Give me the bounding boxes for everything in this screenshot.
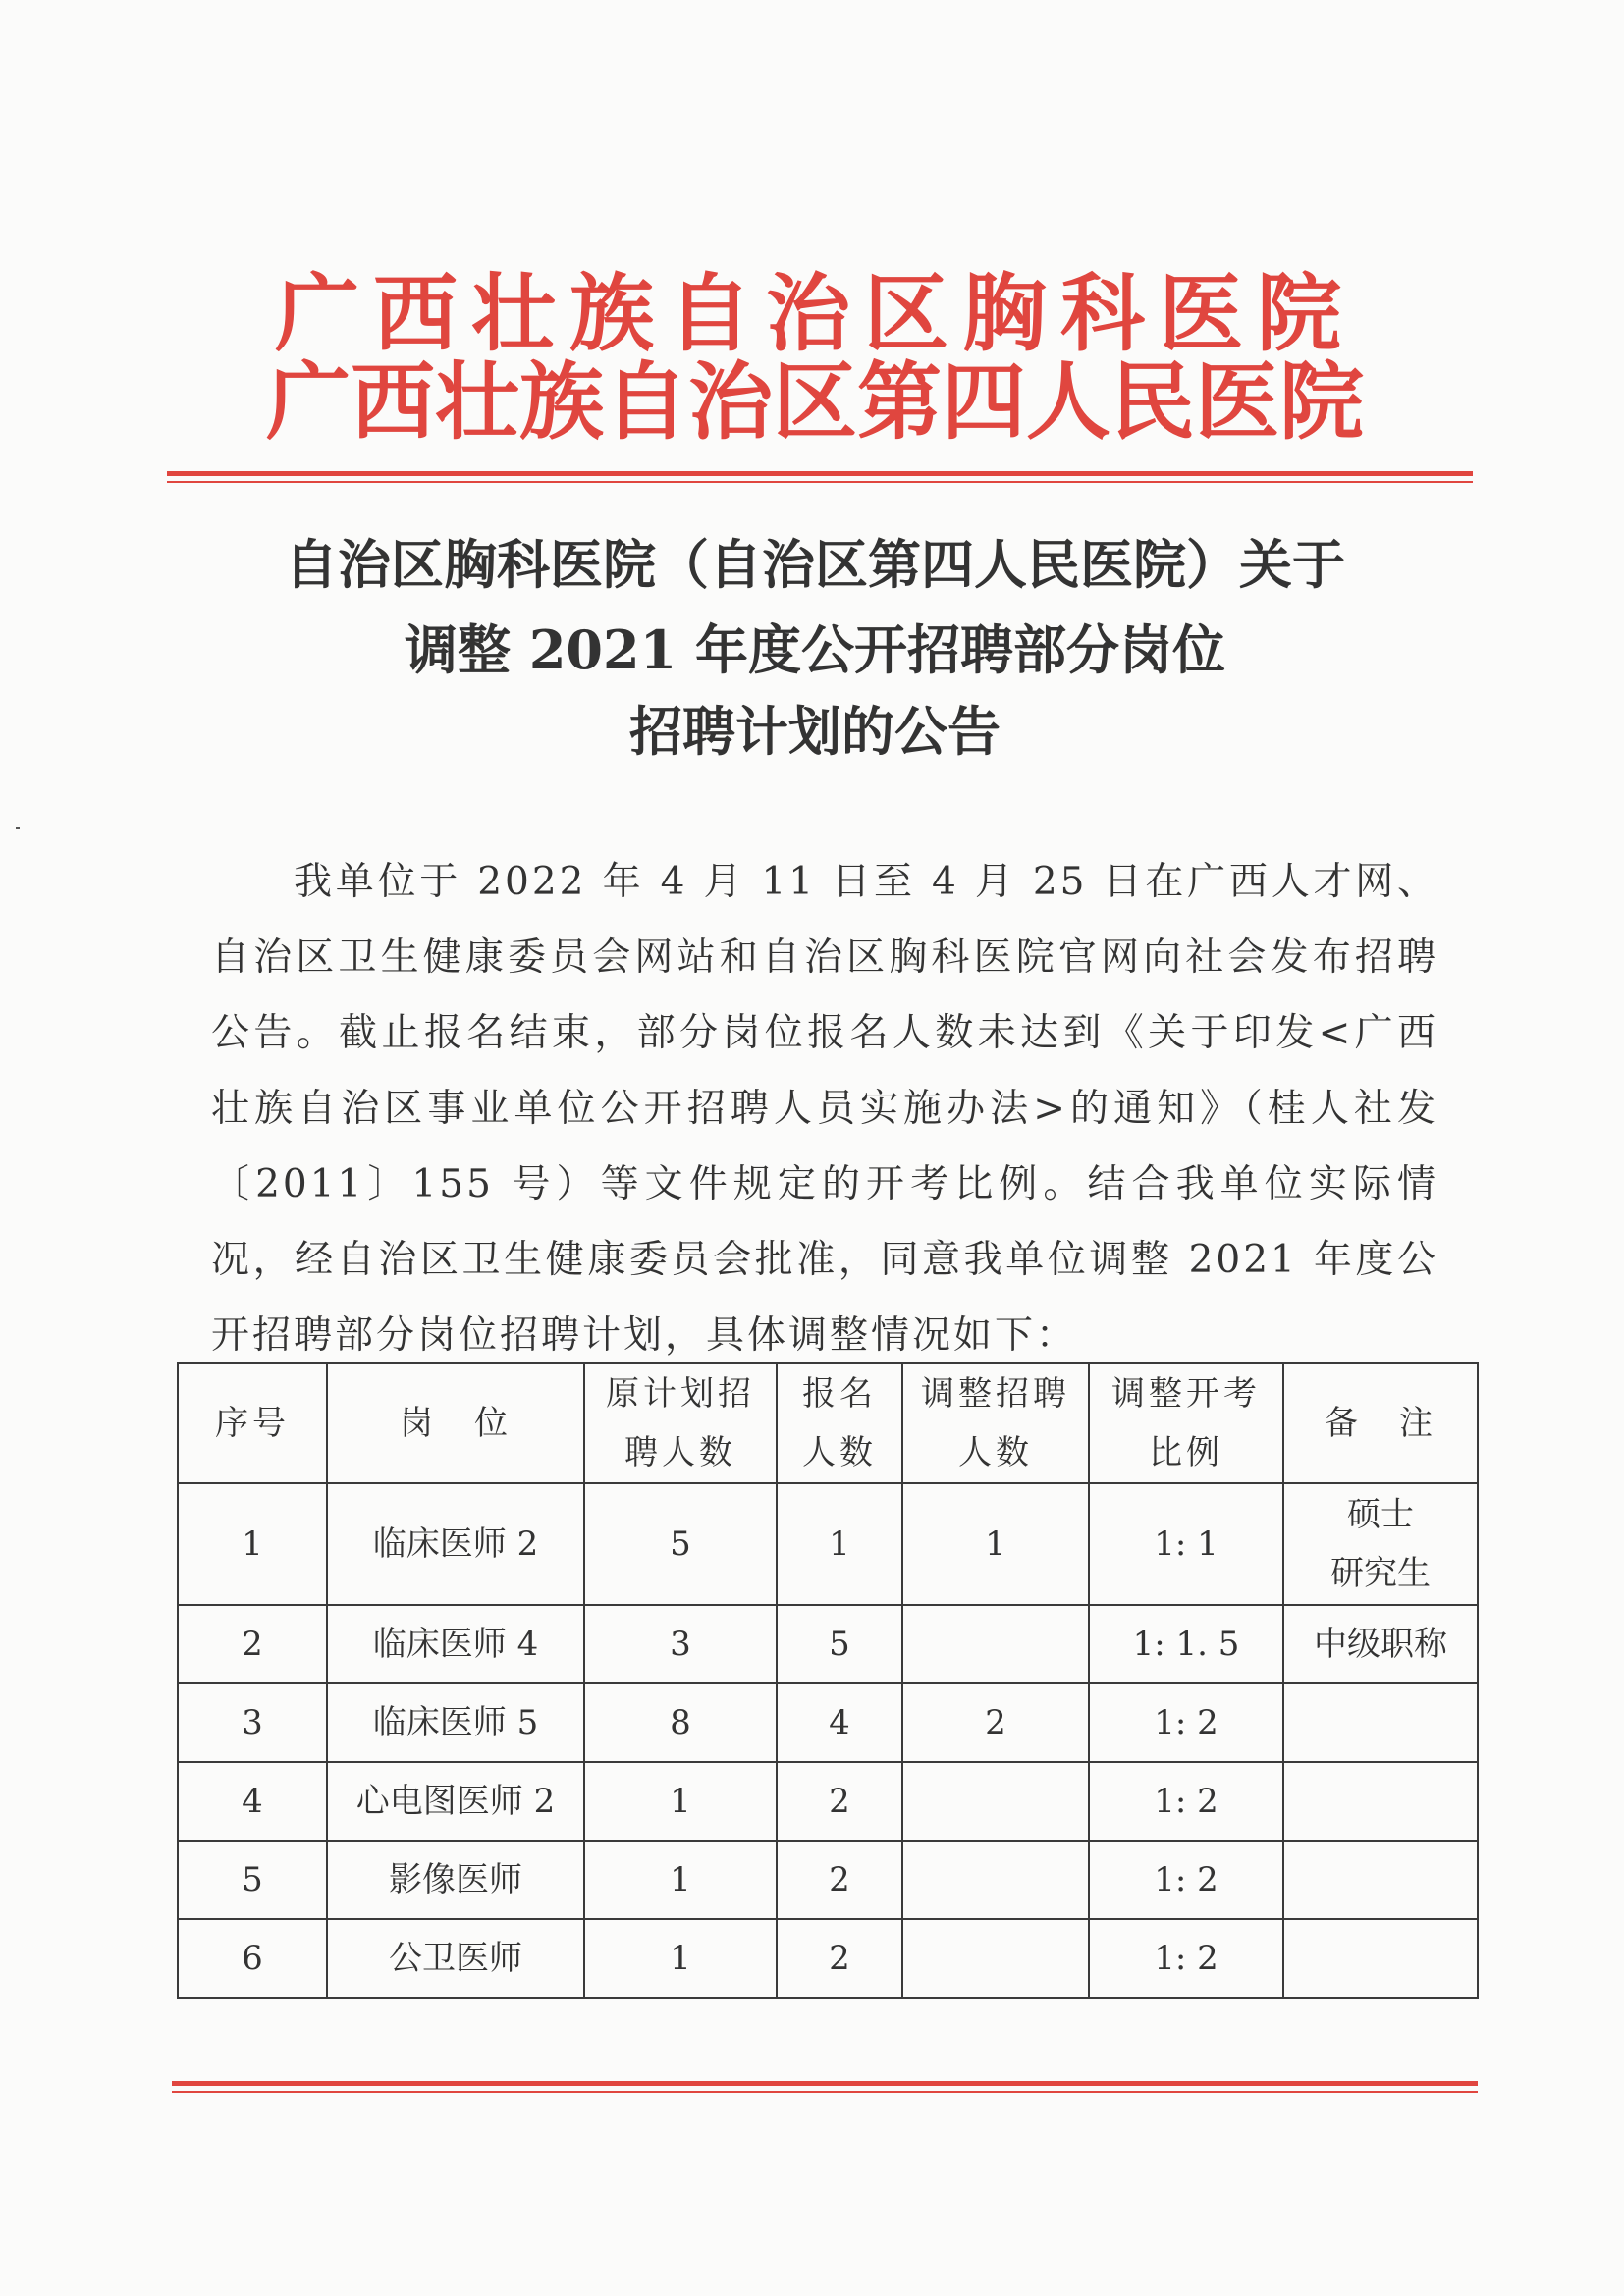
header-adjusted-ratio-line-1: 调整开考 <box>1111 1374 1261 1414</box>
cell-position: 心电图医师 2 <box>327 1762 584 1841</box>
cell-original-plan: 8 <box>584 1683 777 1762</box>
table-row <box>178 1683 1478 1762</box>
header-original-plan <box>584 1363 777 1483</box>
cell-original-plan: 1 <box>584 1919 777 1998</box>
cell-remark <box>1283 1683 1478 1762</box>
cell-no: 6 <box>178 1919 327 1998</box>
letterhead-rule-thin <box>167 481 1473 483</box>
letterhead-line-1: 广西壮族自治区胸科医院 <box>275 264 1355 363</box>
cell-applicants: 5 <box>777 1605 902 1683</box>
cell-remark-line-2: 研究生 <box>1330 1554 1431 1593</box>
cell-remark-line-1: 硕士 <box>1347 1495 1414 1534</box>
header-applicants-line-1: 报名 <box>802 1374 877 1414</box>
cell-adjusted-ratio: 1: 1 <box>1089 1483 1283 1605</box>
header-original-plan-line-1: 原计划招 <box>606 1374 755 1414</box>
cell-original-plan: 1 <box>584 1841 777 1919</box>
cell-position: 影像医师 <box>327 1841 584 1919</box>
letterhead-line-2: 广西壮族自治区第四人民医院 <box>266 352 1364 452</box>
footer-rule-thin <box>172 2091 1478 2093</box>
cell-no: 4 <box>178 1762 327 1841</box>
cell-position: 临床医师 2 <box>327 1483 584 1605</box>
cell-no: 1 <box>178 1483 327 1605</box>
cell-applicants: 1 <box>777 1483 902 1605</box>
header-adjusted-ratio-line-2: 比例 <box>1149 1433 1223 1472</box>
cell-adjusted-count <box>902 1762 1089 1841</box>
letterhead-rule-thick <box>167 471 1473 476</box>
header-applicants-line-2: 人数 <box>802 1433 877 1472</box>
cell-adjusted-count <box>902 1605 1089 1683</box>
announcement-title-line-2: 调整 2021 年度公开招聘部分岗位 <box>405 618 1225 681</box>
cell-remark: 中级职称 <box>1283 1605 1478 1683</box>
table-row <box>178 1919 1478 1998</box>
cell-adjusted-ratio: 1: 2 <box>1089 1841 1283 1919</box>
announcement-title-line-1: 自治区胸科医院（自治区第四人民医院）关于 <box>285 533 1345 596</box>
footer-rule-thick <box>172 2081 1478 2086</box>
header-adjusted-count-line-1: 调整招聘 <box>921 1374 1070 1414</box>
table-row <box>178 1762 1478 1841</box>
body-paragraph: 我单位于 2022 年 4 月 11 日至 4 月 25 日在广西人才网、自治区卫生健康委员会网站和自治区胸科医院官网向社会发布招聘公告。截止报名结束，部分岗位报名人数未达到《关于印发<广西壮族自治区事业单位公开招聘人员实施办法>的通知》（桂人社发〔2011〕155 号）等文件规定的开考比例。结合我单位实际情况，经自治区卫生健康委员会批准，同意我单位调整 2021 年度公开招聘部分岗位招聘计划，具体调整情况如下： <box>211 860 1438 1358</box>
cell-adjusted-count <box>902 1841 1089 1919</box>
cell-original-plan: 1 <box>584 1762 777 1841</box>
header-adjusted-count-line-2: 人数 <box>958 1433 1033 1472</box>
cell-no: 2 <box>178 1605 327 1683</box>
cell-adjusted-ratio: 1: 2 <box>1089 1683 1283 1762</box>
cell-position: 公卫医师 <box>327 1919 584 1998</box>
cell-remark <box>1283 1483 1478 1605</box>
cell-adjusted-count: 1 <box>902 1483 1089 1605</box>
cell-no: 5 <box>178 1841 327 1919</box>
cell-applicants: 2 <box>777 1841 902 1919</box>
cell-original-plan: 5 <box>584 1483 777 1605</box>
header-no: 序号 <box>178 1363 327 1483</box>
cell-adjusted-ratio: 1: 1. 5 <box>1089 1605 1283 1683</box>
cell-original-plan: 3 <box>584 1605 777 1683</box>
cell-position: 临床医师 5 <box>327 1683 584 1762</box>
cell-adjusted-ratio: 1: 2 <box>1089 1919 1283 1998</box>
table-header-row <box>178 1363 1478 1483</box>
scan-mark <box>16 827 20 829</box>
header-adjusted-count <box>902 1363 1089 1483</box>
cell-remark <box>1283 1762 1478 1841</box>
cell-applicants: 2 <box>777 1919 902 1998</box>
header-remark: 备 注 <box>1283 1363 1478 1483</box>
cell-remark <box>1283 1919 1478 1998</box>
header-original-plan-line-2: 聘人数 <box>624 1433 736 1472</box>
header-adjusted-ratio <box>1089 1363 1283 1483</box>
cell-applicants: 2 <box>777 1762 902 1841</box>
cell-adjusted-ratio: 1: 2 <box>1089 1762 1283 1841</box>
header-applicants <box>777 1363 902 1483</box>
cell-no: 3 <box>178 1683 327 1762</box>
adjustment-table <box>177 1362 1479 1999</box>
cell-remark <box>1283 1841 1478 1919</box>
header-position: 岗 位 <box>327 1363 584 1483</box>
table-row <box>178 1483 1478 1605</box>
cell-adjusted-count: 2 <box>902 1683 1089 1762</box>
adjustment-table-container <box>177 1362 1477 1999</box>
cell-applicants: 4 <box>777 1683 902 1762</box>
cell-position: 临床医师 4 <box>327 1605 584 1683</box>
cell-adjusted-count <box>902 1919 1089 1998</box>
announcement-title-line-3: 招聘计划的公告 <box>629 700 1001 763</box>
table-row <box>178 1841 1478 1919</box>
table-row <box>178 1605 1478 1683</box>
